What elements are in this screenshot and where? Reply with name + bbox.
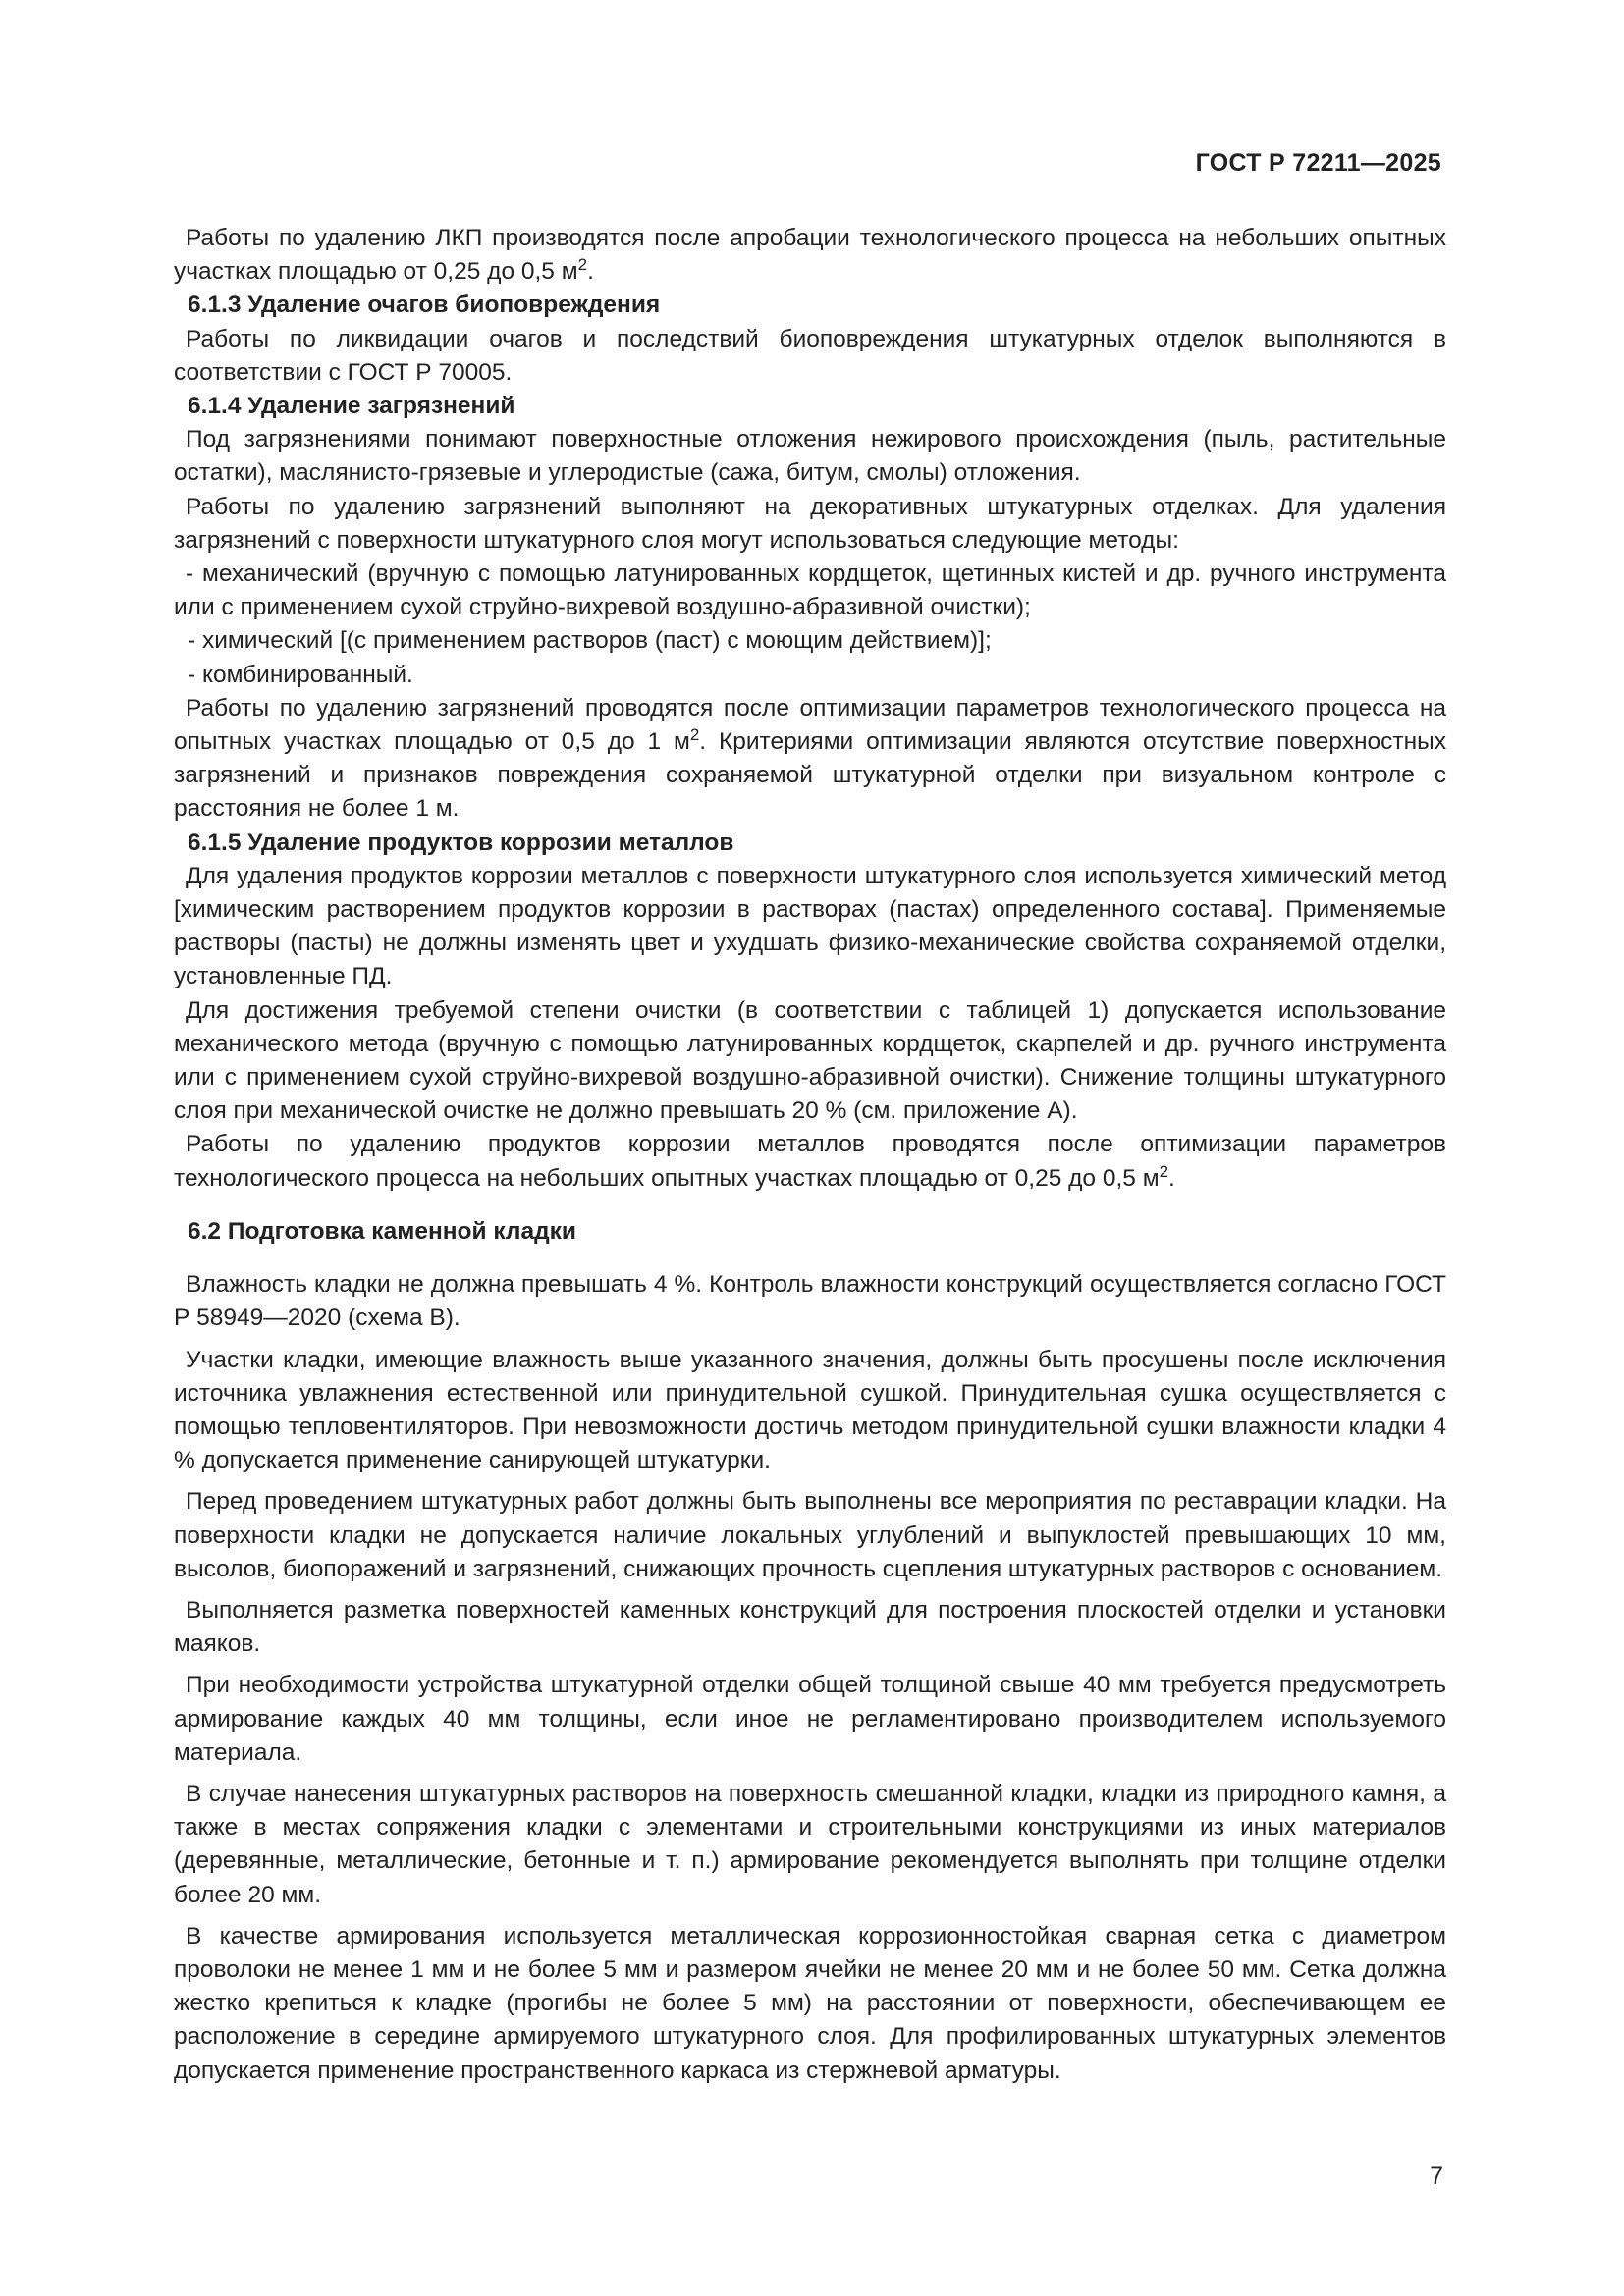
standard-code-header: ГОСТ Р 72211—2025 — [1195, 149, 1441, 177]
paragraph-contamination-methods: Работы по удалению загрязнений выполняют на декоративных штукатурных отделках. Для удаления загрязнений с поверхности штукатурного слоя могут использоваться следующие методы: — [174, 493, 1446, 554]
paragraph-text-end: . — [587, 258, 594, 286]
paragraph-reinforcement-mesh: В качестве армирования используется металлическая коррозионностойкая сварная сетка с диаметром проволоки не менее 1 мм и не более 5 мм и размером ячейки не менее 20 мм и не более 50 мм. Сетка должна жестко крепиться к кладке (прогибы не более 5 мм) на расстоянии от поверхности, обеспечивающем ее расположение в середине армируемого штукатурного слоя. Для профилированных штукатурных элементов допускается применение пространственного каркаса из стержневой арматуры. — [174, 1922, 1446, 2084]
superscript: 2 — [1159, 1161, 1169, 1181]
paragraph-corrosion-mechanical: Для достижения требуемой степени очистки (в соответствии с таблицей 1) допускается использование механического метода (вручную с помощью латунированных кордщеток, скарпелей и др. ручного инструмента или с применением сухой струйно-вихревой воздушно-абразивной очистки). Снижение толщины штукатурного слоя при механической очистке не должно превышать 20 % (см. приложение А). — [174, 996, 1446, 1125]
document-body — [174, 222, 1446, 2088]
paragraph-masonry-restoration: Перед проведением штукатурных работ должны быть выполнены все мероприятия по реставрации кладки. На поверхности кладки не допускается наличие локальных углублений и выпуклостей превышающих 10 мм, высолов, биопоражений и загрязнений, снижающих прочность сцепления штукатурных растворов с основанием. — [174, 1488, 1446, 1582]
paragraph-biodamage: Работы по ликвидации очагов и последствий биоповреждения штукатурных отделок выполняются в соответствии с ГОСТ Р 70005. — [174, 325, 1446, 386]
paragraph-lkp-removal — [174, 222, 1446, 289]
paragraph-masonry-moisture: Влажность кладки не должна превышать 4 %. Контроль влажности конструкций осуществляется согласно ГОСТ Р 58949—2020 (схема В). — [174, 1271, 1446, 1332]
heading-6-1-3: 6.1.3 Удаление очагов биоповреждения — [188, 292, 661, 319]
superscript: 2 — [689, 725, 700, 745]
paragraph-text: Работы по удалению продуктов коррозии металлов проводятся после оптимизации параметров технологического процесса на небольших опытных участках площадью от 0,25 до 0,5 м — [174, 1131, 1446, 1192]
list-item-mechanical: - механический (вручную с помощью латунированных кордщеток, щетинных кистей и др. ручного инструмента или с применением сухой струйно-вихревой воздушно-абразивной очистки); — [174, 561, 1446, 621]
list-item-combined: - комбинированный. — [188, 661, 413, 688]
paragraph-text: Работы по удалению загрязнений проводятся после оптимизации параметров технологического процесса на опытных участках площадью от 0,5 до 1 м — [174, 694, 1446, 756]
heading-6-1-5: 6.1.5 Удаление продуктов коррозии металлов — [188, 828, 734, 856]
paragraph-text: Работы по удалению ЛКП производятся после апробации технологического процесса на небольших опытных участках площадью от 0,25 до 0,5 м — [174, 225, 1446, 286]
paragraph-reinforcement-thickness: При необходимости устройства штукатурной отделки общей толщиной свыше 40 мм требуется предусмотреть армирование каждых 40 мм толщины, если иное не регламентировано производителем используемого материала. — [174, 1672, 1446, 1766]
paragraph-contamination-optimization — [174, 692, 1446, 827]
paragraph-contamination-definition: Под загрязнениями понимают поверхностные отложения нежирового происхождения (пыль, растительные остатки), маслянисто-грязевые и углеродистые (сажа, битум, смолы) отложения. — [174, 426, 1446, 487]
paragraph-text-end: . Критериями оптимизации являются отсутствие поверхностных загрязнений и признаков повреждения сохраняемой штукатурной отделки при визуальном контроле с расстояния не более 1 м. — [174, 728, 1446, 823]
paragraph-masonry-drying: Участки кладки, имеющие влажность выше указанного значения, должны быть просушены после исключения источника увлажнения естественной или принудительной сушкой. Принудительная сушка осуществляется с помощью тепловентиляторов. При невозможности достичь методом принудительной сушки влажности кладки 4 % допускается применение санирующей штукатурки. — [174, 1346, 1446, 1474]
paragraph-corrosion-optimization — [174, 1128, 1446, 1195]
heading-6-2: 6.2 Подготовка каменной кладки — [188, 1217, 576, 1245]
paragraph-text-end: . — [1168, 1164, 1175, 1192]
list-item-chemical: - химический [(с применением растворов (паст) с моющим действием)]; — [188, 627, 992, 655]
page-number: 7 — [1430, 2163, 1443, 2190]
superscript: 2 — [577, 255, 588, 275]
paragraph-mixed-masonry: В случае нанесения штукатурных растворов на поверхность смешанной кладки, кладки из природного камня, а также в местах сопряжения кладки с элементами и строительными конструкциями из иных материалов (деревянные, металлические, бетонные и т. п.) армирование рекомендуется выполнять при толщине отделки более 20 мм. — [174, 1780, 1446, 1908]
heading-6-1-4: 6.1.4 Удаление загрязнений — [188, 393, 515, 420]
paragraph-corrosion-chemical: Для удаления продуктов коррозии металлов с поверхности штукатурного слоя используется химический метод [химическим растворением продуктов коррозии в растворах (пастах) определенного состава]. Применяемые растворы (пасты) не должны изменять цвет и ухудшать физико-механические свойства сохраняемой отделки, установленные ПД. — [174, 862, 1446, 990]
paragraph-surface-marking: Выполняется разметка поверхностей каменных конструкций для построения плоскостей отделки и установки маяков. — [174, 1596, 1446, 1658]
